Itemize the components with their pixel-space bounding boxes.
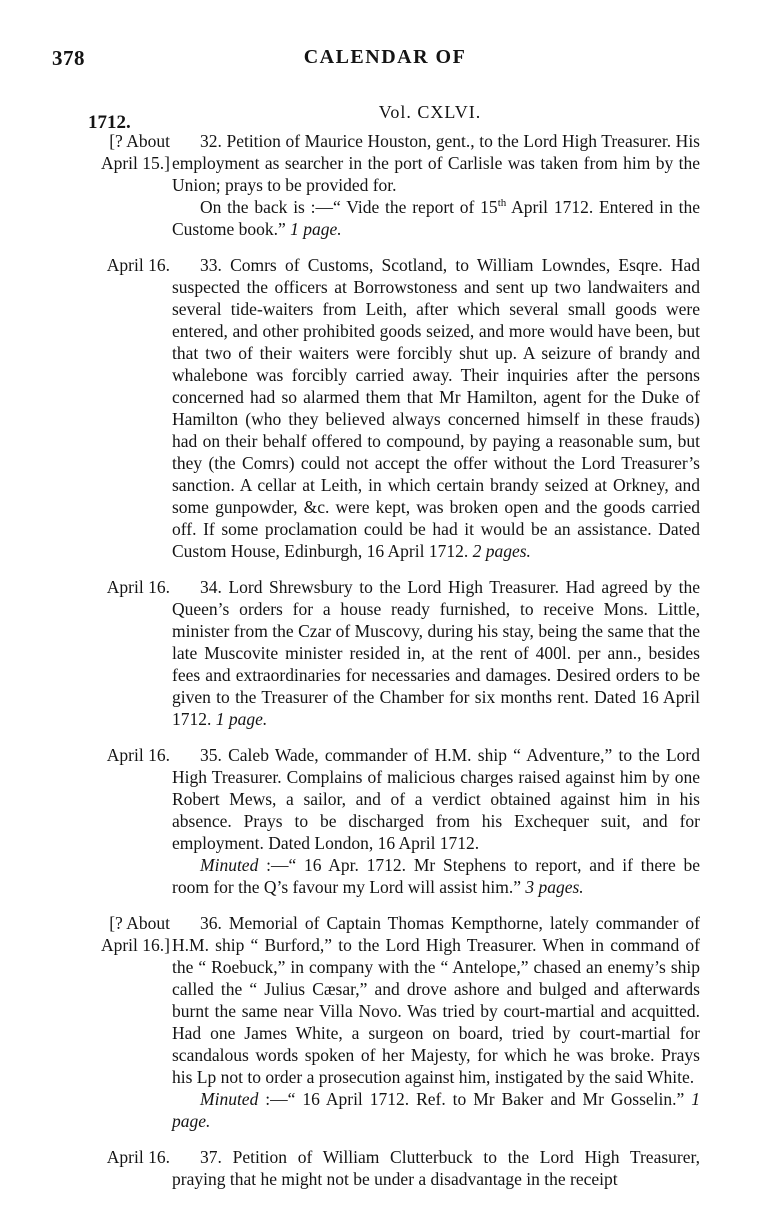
- minute-text: :—“ 16 April 1712. Ref. to Mr Baker and Mr Gosselin.”: [258, 1089, 685, 1109]
- superscript: th: [497, 197, 507, 210]
- endorsement-text: On the back is :—“ Vide the report of 15: [200, 197, 498, 217]
- entry-text: [172, 130, 700, 240]
- entry-endorsement: [172, 196, 700, 240]
- calendar-entries: [0, 130, 770, 1204]
- entry-date: [? About April 15.]: [100, 131, 170, 173]
- year-heading: 1712.: [88, 112, 131, 133]
- entry-32: [0, 130, 770, 240]
- entry-text: [172, 912, 700, 1132]
- entry-body: 37. Petition of William Clutterbuck to the Lord High Treasurer, praying that he might not be under a disadvantage in the receipt: [172, 1147, 700, 1189]
- entry-minute: [172, 854, 700, 898]
- entry-text: [172, 576, 700, 730]
- minute-label: Minuted: [200, 1089, 259, 1109]
- entry-body: [172, 254, 700, 562]
- page-count: 1 page.: [172, 1089, 701, 1131]
- entry-body: 32. Petition of Maurice Houston, gent., to the Lord High Treasurer. His employment as searcher in the port of Carlisle was taken from him by the Union; prays to be provided for.: [172, 131, 700, 195]
- page-number: 378: [52, 46, 85, 70]
- entry-body-text: 33. Comrs of Customs, Scotland, to William Lowndes, Esqre. Had suspected the officers at Borrowstoness and sent up two landwaiters and several tide-waiters from Leith, after which several small goods were entered, and other prohibited goods seized, and more would have been, but that two of their waiters were forcibly shut up. A seizure of brandy and whalebone was forcibly carried away. Their inquiries after the persons concerned had so alarmed them that Mr Hamilton, agent for the Duke of Hamilton (who they believed always concerned himself in these frauds) had on their behalf offered to compound, by paying a reasonable sum, but they (the Comrs) could not accept the offer without the Lord Treasurer’s sanction. A cellar at Leith, in which certain brandy seized at Orkney, and some gunpowder, &c. were kept, was broken open and the goods carried off. If some proclamation could be had it would be an assistance. Dated Custom House, Edinburgh, 16 April 1712.: [172, 255, 700, 561]
- entry-date: April 16.: [106, 1147, 170, 1167]
- entry-date: [? About April 16.]: [100, 913, 170, 955]
- entry-date: April 16.: [106, 255, 170, 275]
- entry-33: [0, 254, 770, 562]
- entry-body: 35. Caleb Wade, commander of H.M. ship “ Adventure,” to the Lord High Treasurer. Complains of malicious charges raised against him by one Robert Mews, a sailor, and of a verdict obtained against him in his absence. Prays to be discharged from his Exchequer suit, and for employment. Dated London, 16 April 1712.: [172, 745, 700, 853]
- entry-body: [172, 576, 700, 730]
- entry-date: April 16.: [106, 577, 170, 597]
- entry-37: [0, 1146, 770, 1190]
- minute-text: :—“ 16 Apr. 1712. Mr Stephens to report, and if there be room for the Q’s favour my Lord will assist him.”: [172, 855, 700, 897]
- entry-text: [172, 1146, 700, 1190]
- page-count: 3 pages.: [520, 877, 584, 897]
- endorsement-text-cont: April 1712. Entered in the Custome book.”: [172, 197, 700, 239]
- running-head: CALENDAR OF: [303, 46, 467, 68]
- volume-heading: Vol. CXLVI.: [378, 102, 482, 122]
- entry-text: [172, 254, 700, 562]
- page-count: 1 page.: [211, 709, 268, 729]
- entry-35: [0, 744, 770, 898]
- minute-label: Minuted: [200, 855, 259, 875]
- entry-body: 36. Memorial of Captain Thomas Kempthorne, lately commander of H.M. ship “ Burford,” to the Lord High Treasurer. When in command of the “ Roebuck,” in company with the “ Antelope,” chased an enemy’s ship called the “ Julius Cæsar,” and drove ashore and bulged and afterwards burnt the same near Villa Novo. Was tried by court-martial and acquitted. Had one James White, a surgeon on board, tried by court-martial for scandalous words spoken of her Majesty, for which he was broke. Prays his Lp not to order a prosecution against him, instigated by the said White.: [172, 913, 700, 1087]
- entry-date: April 16.: [106, 745, 170, 765]
- entry-text: [172, 744, 700, 898]
- page-count: 2 pages.: [468, 541, 531, 561]
- entry-36: [0, 912, 770, 1132]
- entry-34: [0, 576, 770, 730]
- page-count: 1 page.: [285, 219, 342, 239]
- entry-body-text: 34. Lord Shrewsbury to the Lord High Treasurer. Had agreed by the Queen’s orders for a house ready furnished, to receive Mons. Little, minister from the Czar of Muscovy, during his stay, being the same that the late Muscovite minister resided in, at the rent of 400l. per ann., besides fees and extraordinaries for necessaries and damages. Desired orders to be given to the Treasurer of the Chamber for six months rent. Dated 16 April 1712.: [172, 577, 700, 729]
- entry-minute: [172, 1088, 700, 1132]
